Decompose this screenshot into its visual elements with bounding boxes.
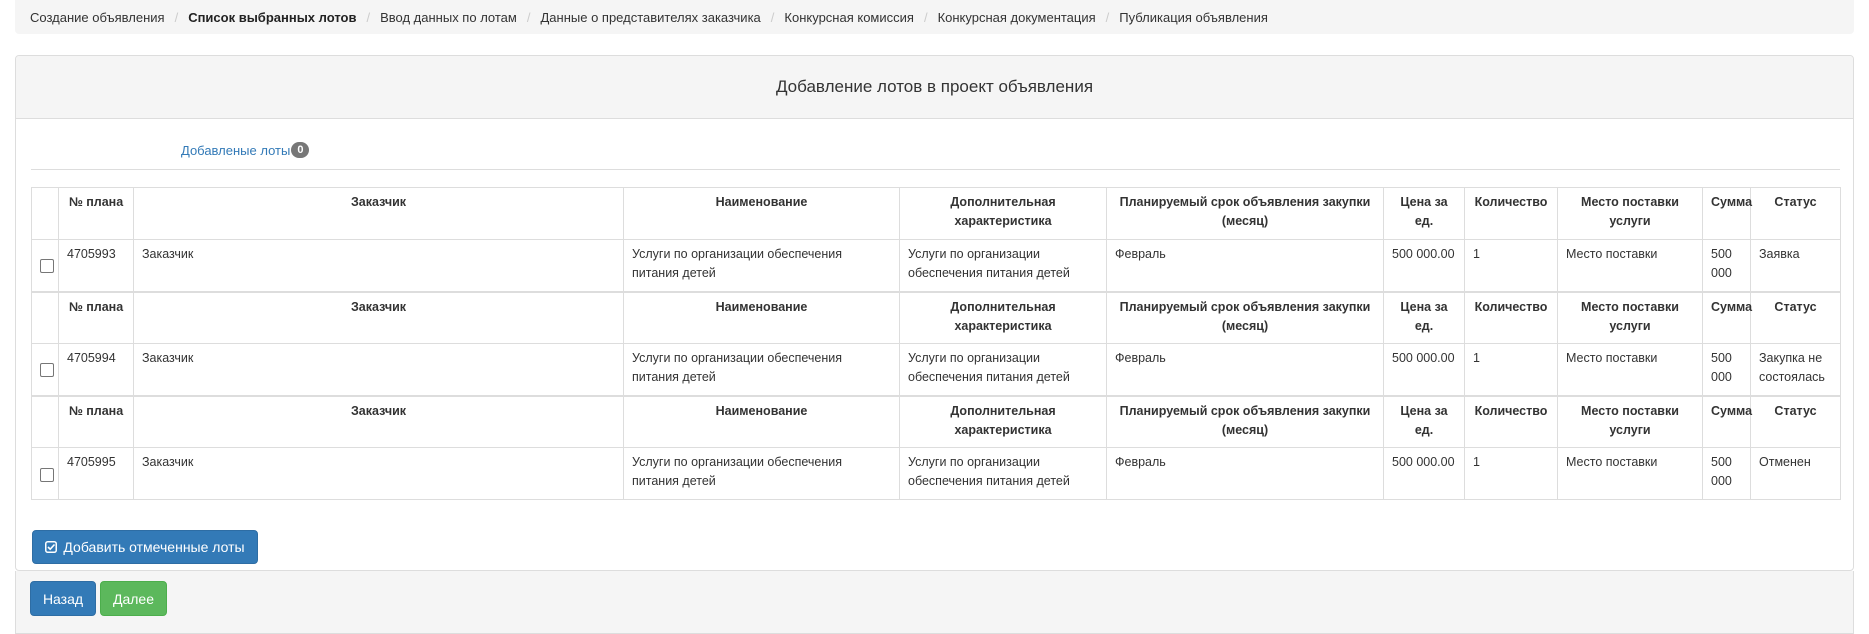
cell-plan: 4705995: [59, 448, 134, 500]
header-name: Наименование: [624, 396, 900, 448]
row-checkbox-cell: [32, 448, 59, 500]
tab-label: Добавленые лоты: [181, 142, 291, 158]
lots-table: [31, 187, 1841, 500]
header-status: Статус: [1751, 396, 1841, 448]
table-header-row: [32, 396, 1841, 448]
header-month: Планируемый срок объявления закупки (месяц): [1107, 188, 1384, 240]
cell-month: Февраль: [1107, 448, 1384, 500]
next-button[interactable]: Далее: [100, 581, 167, 616]
header-checkbox-cell: [32, 396, 59, 448]
breadcrumb-item-lot-data[interactable]: Ввод данных по лотам: [380, 9, 517, 25]
cell-status: Отменен: [1751, 448, 1841, 500]
header-qty: Количество: [1465, 292, 1558, 344]
cell-customer: Заказчик: [134, 448, 624, 500]
header-price: Цена за ед.: [1384, 188, 1465, 240]
breadcrumb: [15, 0, 1854, 34]
header-customer: Заказчик: [134, 396, 624, 448]
header-place: Место поставки услуги: [1558, 292, 1703, 344]
back-button[interactable]: Назад: [30, 581, 96, 616]
breadcrumb-separator: /: [770, 9, 775, 25]
cell-customer: Заказчик: [134, 240, 624, 292]
header-month: Планируемый срок объявления закупки (месяц): [1107, 292, 1384, 344]
header-extra: Дополнительная характеристика: [900, 396, 1107, 448]
header-place: Место поставки услуги: [1558, 188, 1703, 240]
table-row: [32, 448, 1841, 500]
cell-sum: 500 000: [1703, 344, 1751, 396]
cell-name: Услуги по организации обеспечения питания детей: [624, 240, 900, 292]
header-price: Цена за ед.: [1384, 292, 1465, 344]
breadcrumb-separator: /: [923, 9, 928, 25]
header-plan: № плана: [59, 188, 134, 240]
cell-status: Заявка: [1751, 240, 1841, 292]
cell-sum: 500 000: [1703, 448, 1751, 500]
cell-sum: 500 000: [1703, 240, 1751, 292]
breadcrumb-item-selected-lots: Список выбранных лотов: [188, 9, 357, 25]
table-row: [32, 344, 1841, 396]
breadcrumb-item-create[interactable]: Создание объявления: [30, 9, 165, 25]
table-header-row: [32, 292, 1841, 344]
cell-place: Место поставки: [1558, 448, 1703, 500]
cell-status: Закупка не состоялась: [1751, 344, 1841, 396]
breadcrumb-separator: /: [526, 9, 531, 25]
header-sum: Сумма: [1703, 188, 1751, 240]
cell-name: Услуги по организации обеспечения питания детей: [624, 344, 900, 396]
check-square-icon: [45, 541, 57, 553]
header-checkbox-cell: [32, 188, 59, 240]
cell-customer: Заказчик: [134, 344, 624, 396]
table-row: [32, 240, 1841, 292]
cell-price: 500 000.00: [1384, 344, 1465, 396]
add-selected-lots-button[interactable]: [32, 530, 258, 564]
header-extra: Дополнительная характеристика: [900, 188, 1107, 240]
add-selected-lots-label: Добавить отмеченные лоты: [63, 539, 245, 555]
breadcrumb-item-publication[interactable]: Публикация объявления: [1119, 9, 1268, 25]
header-status: Статус: [1751, 292, 1841, 344]
cell-name: Услуги по организации обеспечения питания детей: [624, 448, 900, 500]
breadcrumb-item-customer-reps[interactable]: Данные о представителях заказчика: [540, 9, 761, 25]
cell-price: 500 000.00: [1384, 448, 1465, 500]
cell-price: 500 000.00: [1384, 240, 1465, 292]
cell-qty: 1: [1465, 448, 1558, 500]
header-place: Место поставки услуги: [1558, 396, 1703, 448]
row-checkbox[interactable]: [40, 259, 54, 273]
cell-extra: Услуги по организации обеспечения питания детей: [900, 448, 1107, 500]
tab-added-lots[interactable]: [181, 142, 309, 158]
cell-month: Февраль: [1107, 240, 1384, 292]
cell-plan: 4705994: [59, 344, 134, 396]
panel-title: Добавление лотов в проект объявления: [16, 56, 1853, 119]
tabs: [31, 136, 1840, 170]
breadcrumb-item-commission[interactable]: Конкурсная комиссия: [784, 9, 914, 25]
lots-panel: [15, 55, 1854, 571]
header-extra: Дополнительная характеристика: [900, 292, 1107, 344]
cell-extra: Услуги по организации обеспечения питания детей: [900, 240, 1107, 292]
header-month: Планируемый срок объявления закупки (месяц): [1107, 396, 1384, 448]
header-plan: № плана: [59, 396, 134, 448]
header-name: Наименование: [624, 292, 900, 344]
header-status: Статус: [1751, 188, 1841, 240]
cell-extra: Услуги по организации обеспечения питания детей: [900, 344, 1107, 396]
cell-month: Февраль: [1107, 344, 1384, 396]
header-qty: Количество: [1465, 396, 1558, 448]
count-badge: 0: [291, 142, 309, 158]
header-name: Наименование: [624, 188, 900, 240]
breadcrumb-separator: /: [174, 9, 179, 25]
header-checkbox-cell: [32, 292, 59, 344]
footer-bar: [15, 571, 1854, 634]
cell-place: Место поставки: [1558, 240, 1703, 292]
header-price: Цена за ед.: [1384, 396, 1465, 448]
cell-place: Место поставки: [1558, 344, 1703, 396]
cell-qty: 1: [1465, 240, 1558, 292]
header-customer: Заказчик: [134, 188, 624, 240]
header-sum: Сумма: [1703, 396, 1751, 448]
breadcrumb-item-documentation[interactable]: Конкурсная документация: [937, 9, 1096, 25]
row-checkbox[interactable]: [40, 468, 54, 482]
header-sum: Сумма: [1703, 292, 1751, 344]
breadcrumb-separator: /: [1105, 9, 1110, 25]
header-customer: Заказчик: [134, 292, 624, 344]
row-checkbox[interactable]: [40, 363, 54, 377]
cell-qty: 1: [1465, 344, 1558, 396]
table-header-row: [32, 188, 1841, 240]
header-plan: № плана: [59, 292, 134, 344]
row-checkbox-cell: [32, 240, 59, 292]
row-checkbox-cell: [32, 344, 59, 396]
header-qty: Количество: [1465, 188, 1558, 240]
breadcrumb-separator: /: [366, 9, 371, 25]
cell-plan: 4705993: [59, 240, 134, 292]
